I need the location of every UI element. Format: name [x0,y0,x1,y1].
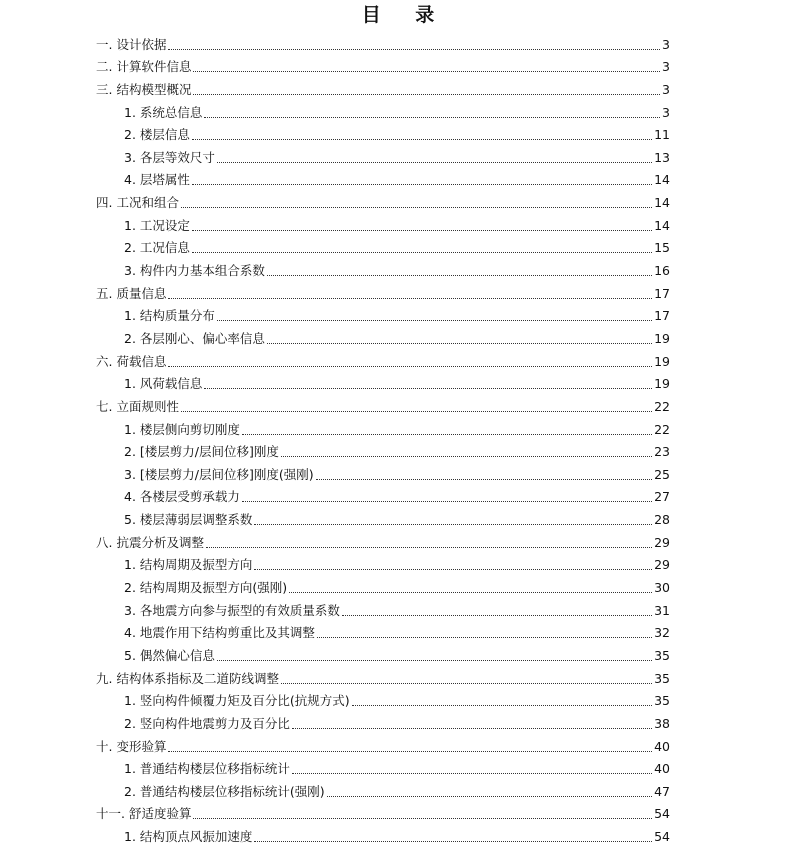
toc-dot-leader [181,207,652,208]
toc-entry-label: 一. 设计依据 [96,36,167,52]
toc-entry-label: 三. 结构模型概况 [96,81,192,97]
toc-section-entry[interactable] [96,800,670,823]
toc-entry-label: 九. 结构体系指标及二道防线调整 [96,670,279,686]
toc-dot-leader [281,456,652,457]
toc-dot-leader [289,592,652,593]
toc-subsection-entry[interactable] [96,324,670,347]
toc-subsection-entry[interactable] [96,573,670,596]
toc-page-number: 35 [654,670,670,686]
toc-page-number: 13 [654,149,670,165]
table-of-contents [96,30,670,845]
toc-dot-leader [281,683,652,684]
toc-page-number: 19 [654,330,670,346]
toc-page-number: 22 [654,398,670,414]
toc-dot-leader [317,637,652,638]
toc-entry-label: 3. [楼层剪力/层间位移]刚度(强刚) [124,466,314,482]
toc-section-entry[interactable] [96,732,670,755]
toc-page-number: 31 [654,602,670,618]
toc-section-entry[interactable] [96,30,670,53]
toc-subsection-entry[interactable] [96,166,670,189]
toc-page-number: 29 [654,534,670,550]
toc-dot-leader [204,117,660,118]
toc-subsection-entry[interactable] [96,98,670,121]
toc-subsection-entry[interactable] [96,822,670,845]
toc-subsection-entry[interactable] [96,619,670,642]
toc-entry-label: 4. 各楼层受剪承载力 [124,489,240,505]
toc-page-number: 14 [654,217,670,233]
toc-dot-leader [217,660,652,661]
toc-dot-leader [242,434,652,435]
toc-page-number: 47 [654,783,670,799]
toc-section-entry[interactable] [96,75,670,98]
toc-entry-label: 3. 构件内力基本组合系数 [124,263,265,279]
toc-subsection-entry[interactable] [96,415,670,438]
toc-page-number: 17 [654,308,670,324]
toc-page-number: 19 [654,376,670,392]
toc-dot-leader [192,184,652,185]
toc-entry-label: 1. 结构顶点风振加速度 [124,829,253,845]
toc-entry-label: 1. 风荷载信息 [124,376,203,392]
toc-page-number: 40 [654,761,670,777]
toc-entry-label: 2. 各层刚心、偏心率信息 [124,330,265,346]
toc-entry-label: 3. 各地震方向参与振型的有效质量系数 [124,602,340,618]
toc-dot-leader [193,818,652,819]
toc-entry-label: 八. 抗震分析及调整 [96,534,204,550]
toc-page-number: 30 [654,580,670,596]
page-title: 目 录 [361,4,449,26]
toc-entry-label: 4. 层塔属性 [124,172,190,188]
toc-dot-leader [206,547,652,548]
toc-entry-label: 1. 结构质量分布 [124,308,215,324]
toc-dot-leader [327,796,652,797]
toc-subsection-entry[interactable] [96,551,670,574]
toc-dot-leader [292,773,652,774]
toc-page-number: 27 [654,489,670,505]
toc-dot-leader [342,615,652,616]
toc-dot-leader [168,751,652,752]
toc-dot-leader [352,705,652,706]
toc-subsection-entry[interactable] [96,641,670,664]
toc-subsection-entry[interactable] [96,709,670,732]
toc-dot-leader [193,71,660,72]
toc-subsection-entry[interactable] [96,505,670,528]
toc-subsection-entry[interactable] [96,143,670,166]
toc-dot-leader [217,162,652,163]
toc-entry-label: 3. 各层等效尺寸 [124,149,215,165]
toc-entry-label: 4. 地震作用下结构剪重比及其调整 [124,625,315,641]
toc-page-number: 35 [654,647,670,663]
toc-entry-label: 1. 竖向构件倾覆力矩及百分比(抗规方式) [124,693,350,709]
toc-entry-label: 十. 变形验算 [96,738,167,754]
toc-subsection-entry[interactable] [96,438,670,461]
toc-subsection-entry[interactable] [96,755,670,778]
toc-entry-label: 四. 工况和组合 [96,195,179,211]
toc-dot-leader [316,479,652,480]
toc-section-entry[interactable] [96,53,670,76]
toc-subsection-entry[interactable] [96,777,670,800]
toc-subsection-entry[interactable] [96,256,670,279]
toc-entry-label: 二. 计算软件信息 [96,59,192,75]
toc-entry-label: 2. 竖向构件地震剪力及百分比 [124,715,290,731]
toc-section-entry[interactable] [96,347,670,370]
toc-page-number: 23 [654,444,670,460]
toc-dot-leader [168,49,660,50]
toc-page-number: 3 [662,36,670,52]
toc-page-number: 15 [654,240,670,256]
toc-page-number: 54 [654,829,670,845]
toc-page-number: 32 [654,625,670,641]
toc-entry-label: 2. 普通结构楼层位移指标统计(强刚) [124,783,325,799]
toc-entry-label: 2. 结构周期及振型方向(强刚) [124,580,288,596]
toc-page-number: 19 [654,353,670,369]
toc-page-number: 17 [654,285,670,301]
toc-page-number: 14 [654,172,670,188]
toc-page-number: 54 [654,806,670,822]
toc-section-entry[interactable] [96,392,670,415]
toc-dot-leader [192,139,652,140]
toc-dot-leader [254,569,652,570]
toc-dot-leader [242,501,652,502]
toc-page-number: 3 [662,59,670,75]
toc-entry-label: 1. 楼层侧向剪切刚度 [124,421,240,437]
toc-dot-leader [217,320,652,321]
toc-page-number: 25 [654,466,670,482]
toc-entry-label: 七. 立面规则性 [96,398,179,414]
toc-subsection-entry[interactable] [96,211,670,234]
toc-dot-leader [168,298,652,299]
toc-dot-leader [168,366,652,367]
toc-entry-label: 1. 工况设定 [124,217,190,233]
toc-dot-leader [292,728,652,729]
toc-page-number: 16 [654,263,670,279]
toc-subsection-entry[interactable] [96,121,670,144]
toc-page-number: 38 [654,715,670,731]
toc-page-number: 40 [654,738,670,754]
toc-section-entry[interactable] [96,528,670,551]
toc-section-entry[interactable] [96,279,670,302]
toc-page-number: 29 [654,557,670,573]
toc-subsection-entry[interactable] [96,687,670,710]
toc-subsection-entry[interactable] [96,234,670,257]
toc-dot-leader [204,388,652,389]
toc-page-number: 14 [654,195,670,211]
toc-entry-label: 2. [楼层剪力/层间位移]刚度 [124,444,279,460]
toc-subsection-entry[interactable] [96,483,670,506]
toc-dot-leader [181,411,652,412]
toc-section-entry[interactable] [96,188,670,211]
toc-dot-leader [267,275,652,276]
toc-page-number: 11 [654,127,670,143]
toc-entry-label: 五. 质量信息 [96,285,167,301]
toc-entry-label: 2. 楼层信息 [124,127,190,143]
toc-dot-leader [192,252,652,253]
toc-page-number: 3 [662,81,670,97]
toc-dot-leader [193,94,660,95]
toc-entry-label: 十一. 舒适度验算 [96,806,192,822]
toc-dot-leader [267,343,652,344]
toc-entry-label: 5. 楼层薄弱层调整系数 [124,512,253,528]
toc-subsection-entry[interactable] [96,302,670,325]
toc-entry-label: 1. 普通结构楼层位移指标统计 [124,761,290,777]
toc-entry-label: 1. 系统总信息 [124,104,203,120]
toc-page-number: 35 [654,693,670,709]
toc-entry-label: 2. 工况信息 [124,240,190,256]
toc-page-number: 3 [662,104,670,120]
toc-entry-label: 1. 结构周期及振型方向 [124,557,253,573]
toc-dot-leader [254,524,652,525]
toc-page-number: 28 [654,512,670,528]
toc-dot-leader [254,841,652,842]
toc-subsection-entry[interactable] [96,460,670,483]
toc-subsection-entry[interactable] [96,596,670,619]
toc-subsection-entry[interactable] [96,370,670,393]
toc-entry-label: 六. 荷载信息 [96,353,167,369]
toc-page-number: 22 [654,421,670,437]
toc-dot-leader [192,230,652,231]
toc-entry-label: 5. 偶然偏心信息 [124,647,215,663]
toc-section-entry[interactable] [96,664,670,687]
